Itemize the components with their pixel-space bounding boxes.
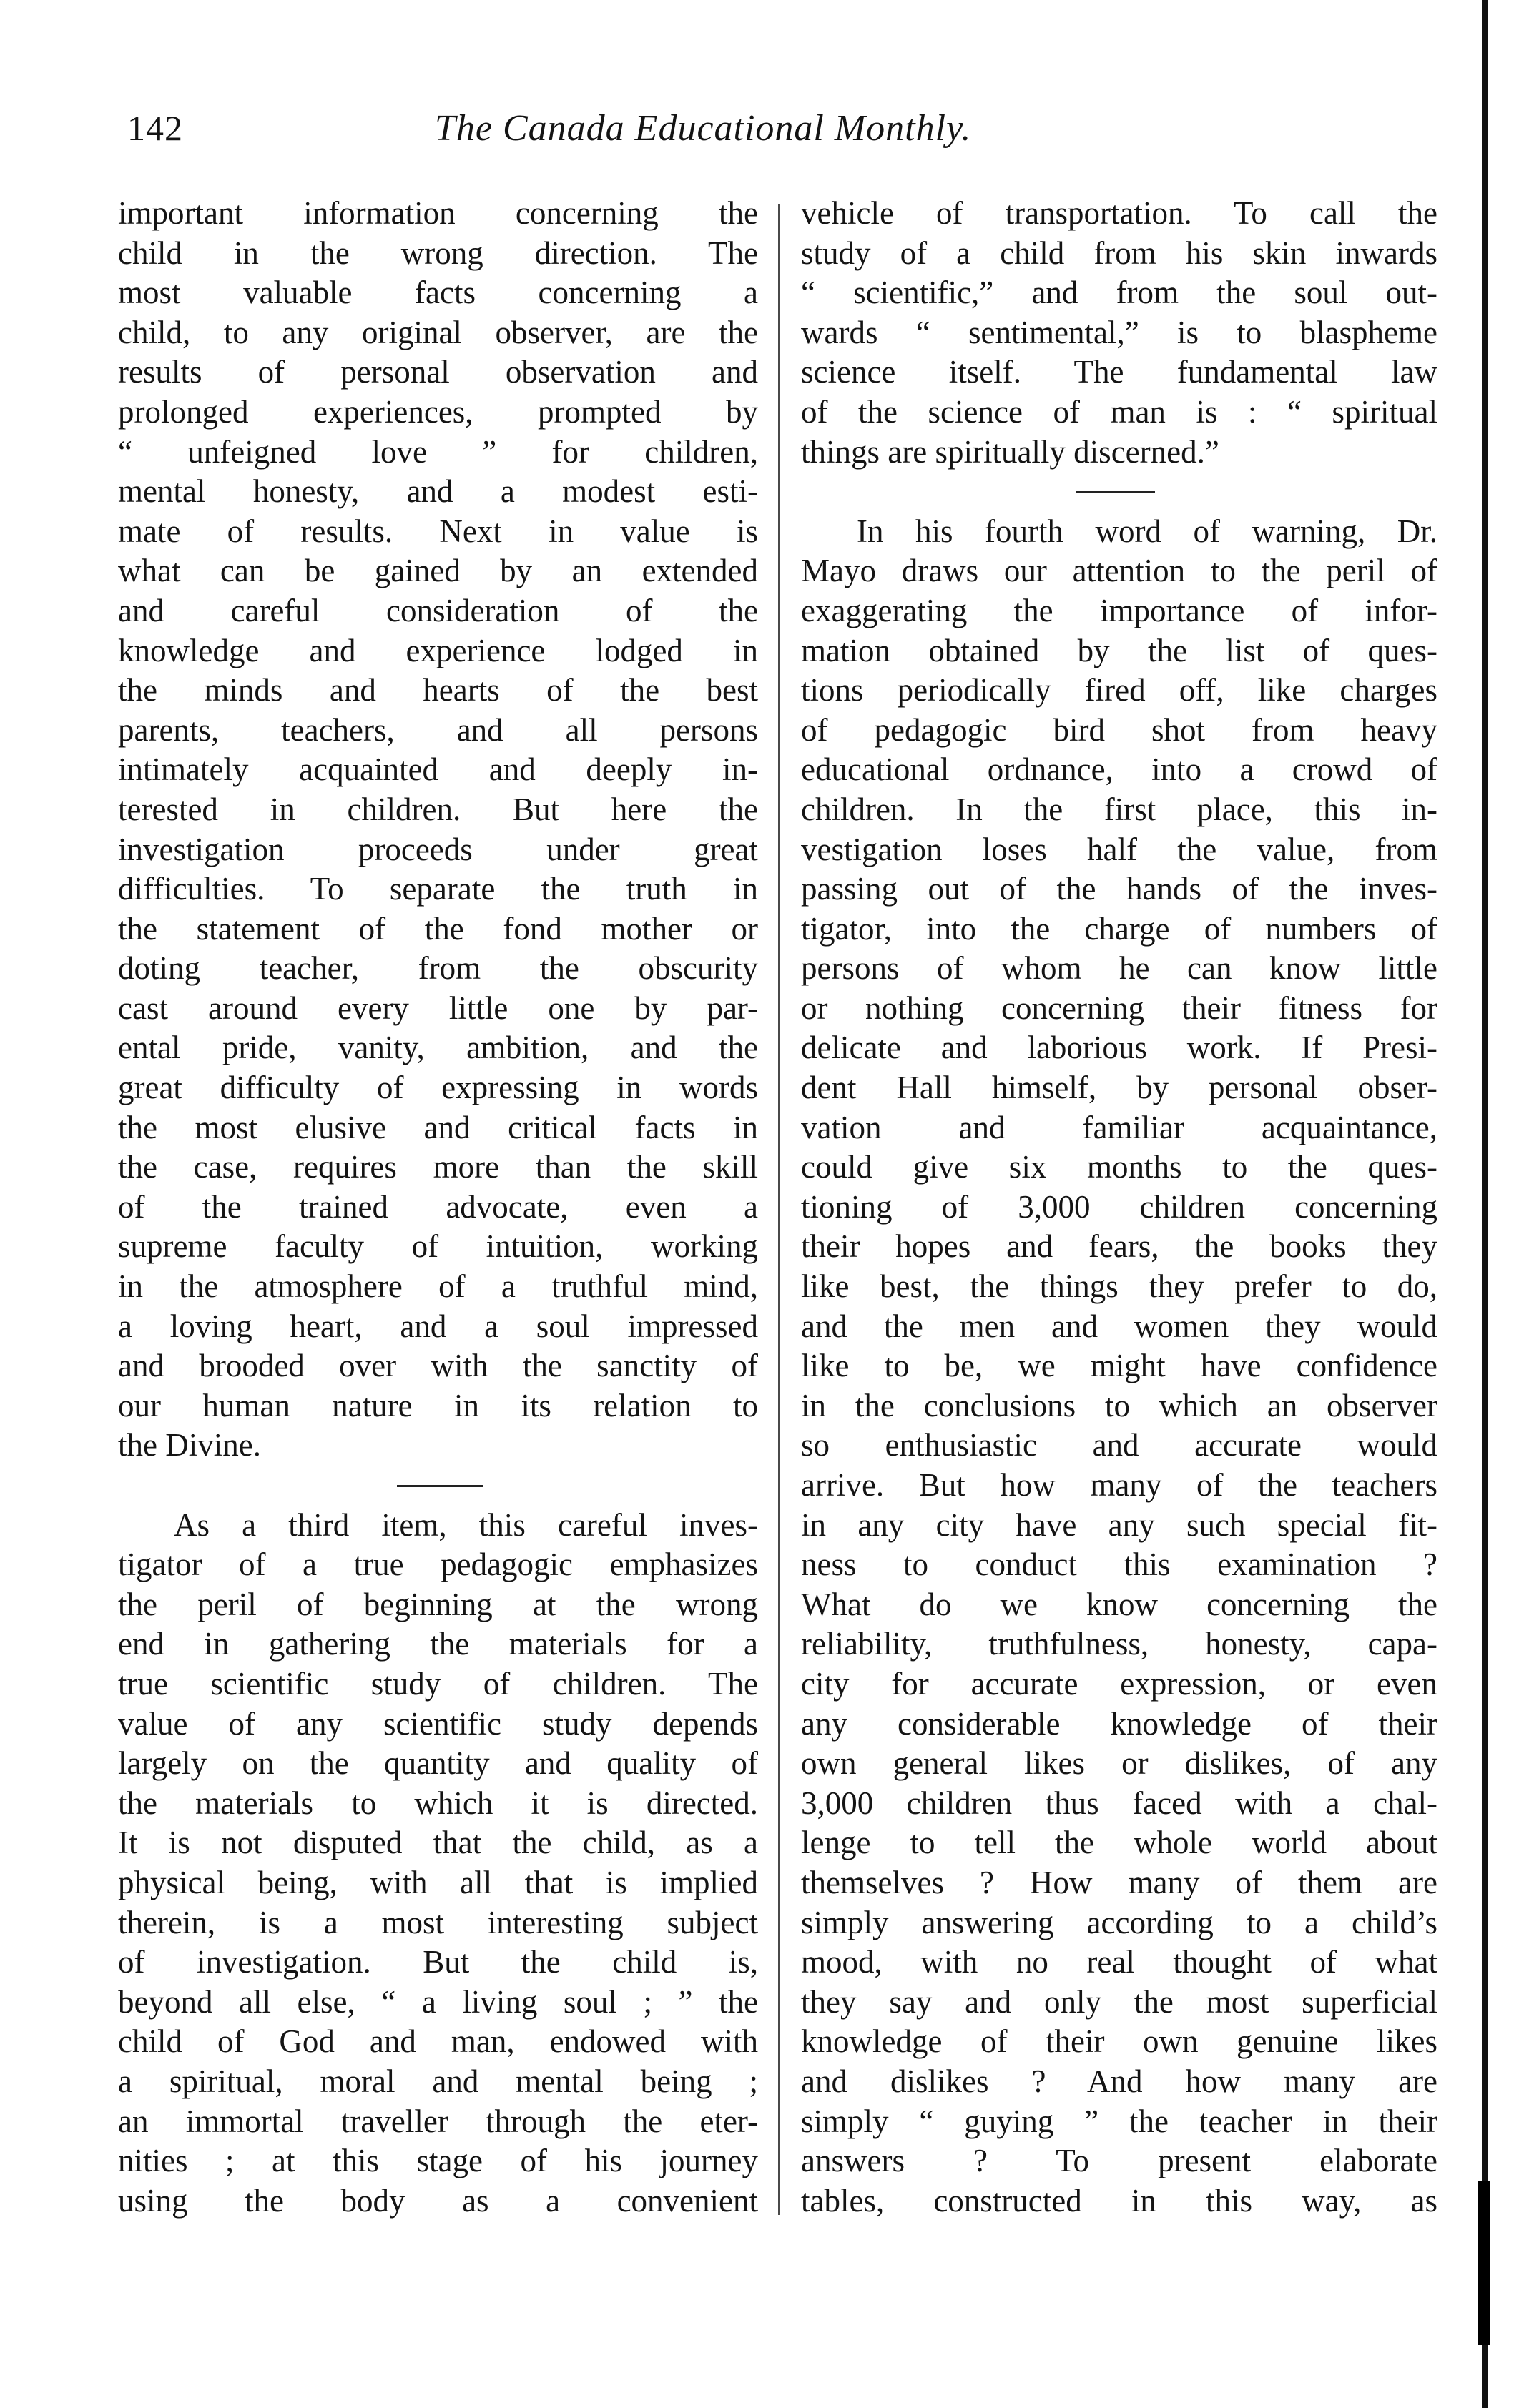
text-line: true scientific study of children. The <box>118 1665 758 1702</box>
text-line: prolonged experiences, prompted by <box>118 393 758 430</box>
text-line: science itself. The fundamental law <box>801 354 1437 390</box>
text-line: city for accurate expression, or even <box>801 1665 1437 1702</box>
text-line: mood, with no real thought of what <box>801 1944 1437 1980</box>
text-line: difficulties. To separate the truth in <box>118 871 758 907</box>
text-line: the Divine. <box>118 1427 261 1464</box>
text-line: most valuable facts concerning a <box>118 275 758 311</box>
right-paragraph-1 <box>801 194 1437 472</box>
text-line: lenge to tell the whole world about <box>801 1825 1437 1861</box>
text-line: doting teacher, from the obscurity <box>118 950 758 987</box>
text-line: mate of results. Next in value is <box>118 513 758 549</box>
text-line: knowledge of their own genuine likes <box>801 2023 1437 2060</box>
text-line: the most elusive and critical facts in <box>118 1109 758 1145</box>
text-line: and the men and women they would <box>801 1308 1437 1344</box>
text-line: educational ordnance, into a crowd of <box>801 751 1437 788</box>
text-line: persons of whom he can know little <box>801 950 1437 987</box>
text-line: simply “ guying ” the teacher in their <box>801 2103 1437 2139</box>
text-line: the materials to which it is directed. <box>118 1785 758 1821</box>
text-line: simply answering according to a child’s <box>801 1904 1437 1940</box>
text-line: results of personal observation and <box>118 354 758 390</box>
text-line: a spiritual, moral and mental being ; <box>118 2063 758 2099</box>
left-paragraph-1 <box>118 194 758 1466</box>
text-line: dent Hall himself, by personal obser- <box>801 1070 1437 1106</box>
text-line: therein, is a most interesting subject <box>118 1904 758 1940</box>
text-line: and careful consideration of the <box>118 592 758 628</box>
text-line: exaggerating the importance of infor- <box>801 592 1437 628</box>
text-line: delicate and laborious work. If Presi- <box>801 1030 1437 1066</box>
text-line: tigator of a true pedagogic emphasizes <box>118 1546 758 1583</box>
text-line: in the atmosphere of a truthful mind, <box>118 1268 758 1305</box>
text-line: themselves ? How many of them are <box>801 1864 1437 1900</box>
text-line: ental pride, vanity, ambition, and the <box>118 1030 758 1066</box>
text-line: Mayo draws our attention to the peril of <box>801 553 1437 589</box>
text-line: the statement of the fond mother or <box>118 910 758 947</box>
left-column <box>118 194 758 2221</box>
text-line: intimately acquainted and deeply in- <box>118 751 758 788</box>
text-line: like best, the things they prefer to do, <box>801 1268 1437 1305</box>
left-paragraph-2 <box>118 1506 758 2221</box>
text-line: a loving heart, and a soul impressed <box>118 1308 758 1344</box>
text-line: what can be gained by an extended <box>118 553 758 589</box>
page-edge-mark <box>1478 2181 1490 2345</box>
text-line: nities ; at this stage of his journey <box>118 2143 758 2179</box>
page-header <box>127 100 1150 157</box>
text-line: 3,000 children thus faced with a chal- <box>801 1785 1437 1821</box>
section-divider <box>801 472 1437 512</box>
text-line: the peril of beginning at the wrong <box>118 1586 758 1622</box>
text-line: beyond all else, “ a living soul ; ” the <box>118 1983 758 2020</box>
page-number: 142 <box>127 108 183 148</box>
text-line: great difficulty of expressing in words <box>118 1070 758 1106</box>
text-line: mation obtained by the list of ques- <box>801 632 1437 668</box>
text-line: like to be, we might have confidence <box>801 1348 1437 1384</box>
text-line: of the trained advocate, even a <box>118 1188 758 1225</box>
text-line: they say and only the most superficial <box>801 1983 1437 2020</box>
text-line: child of God and man, endowed with <box>118 2023 758 2060</box>
text-line: could give six months to the ques- <box>801 1149 1437 1185</box>
text-line: in any city have any such special fit- <box>801 1506 1437 1543</box>
text-line: own general likes or dislikes, of any <box>801 1745 1437 1782</box>
text-line: any considerable knowledge of their <box>801 1705 1437 1742</box>
text-line: parents, teachers, and all persons <box>118 711 758 748</box>
text-line: tables, constructed in this way, as <box>801 2182 1437 2219</box>
text-line: tigator, into the charge of numbers of <box>801 910 1437 947</box>
text-line: It is not disputed that the child, as a <box>118 1825 758 1861</box>
column-separator <box>778 204 780 2215</box>
text-line: our human nature in its relation to <box>118 1387 758 1423</box>
text-line: the minds and hearts of the best <box>118 672 758 709</box>
text-line: wards “ sentimental,” is to blaspheme <box>801 314 1437 350</box>
text-line: mental honesty, and a modest esti- <box>118 473 758 510</box>
page-edge-rule <box>1482 0 1488 2408</box>
text-line: and dislikes ? And how many are <box>801 2063 1437 2099</box>
text-line: so enthusiastic and accurate would <box>801 1427 1437 1464</box>
text-line: of the science of man is : “ spiritual <box>801 393 1437 430</box>
text-line: child in the wrong direction. The <box>118 235 758 271</box>
text-line: “ scientific,” and from the soul out- <box>801 275 1437 311</box>
text-line: What do we know concerning the <box>801 1586 1437 1622</box>
text-line: ness to conduct this examination ? <box>801 1546 1437 1583</box>
text-line: study of a child from his skin inwards <box>801 235 1437 271</box>
text-line: the case, requires more than the skill <box>118 1149 758 1185</box>
text-line: child, to any original observer, are the <box>118 314 758 350</box>
text-line: knowledge and experience lodged in <box>118 632 758 668</box>
text-line: In his fourth word of warning, Dr. <box>857 513 1437 549</box>
text-line: “ unfeigned love ” for children, <box>118 433 758 470</box>
text-line: As a third item, this careful inves- <box>174 1506 758 1543</box>
text-line: an immortal traveller through the eter- <box>118 2103 758 2139</box>
text-line: vestigation loses half the value, from <box>801 831 1437 867</box>
text-line: reliability, truthfulness, honesty, capa- <box>801 1626 1437 1662</box>
text-line: vation and familiar acquaintance, <box>801 1109 1437 1145</box>
text-line: their hopes and fears, the books they <box>801 1228 1437 1265</box>
running-head: The Canada Educational Monthly. <box>435 108 972 149</box>
text-line: or nothing concerning their fitness for <box>801 990 1437 1026</box>
text-line: cast around every little one by par- <box>118 990 758 1026</box>
right-paragraph-2 <box>801 512 1437 2221</box>
text-line: and brooded over with the sanctity of <box>118 1348 758 1384</box>
text-line: important information concerning the <box>118 195 758 231</box>
text-line: terested in children. But here the <box>118 791 758 827</box>
text-line: largely on the quantity and quality of <box>118 1745 758 1782</box>
text-line: children. In the first place, this in- <box>801 791 1437 827</box>
text-line: things are spiritually discerned.” <box>801 433 1219 470</box>
text-line: answers ? To present elaborate <box>801 2143 1437 2179</box>
text-line: end in gathering the materials for a <box>118 1626 758 1662</box>
text-line: passing out of the hands of the inves- <box>801 871 1437 907</box>
right-column <box>801 194 1437 2221</box>
section-divider <box>118 1466 758 1506</box>
text-line: supreme faculty of intuition, working <box>118 1228 758 1265</box>
text-line: in the conclusions to which an observer <box>801 1387 1437 1423</box>
text-line: of pedagogic bird shot from heavy <box>801 711 1437 748</box>
text-line: tions periodically fired off, like charges <box>801 672 1437 709</box>
text-line: investigation proceeds under great <box>118 831 758 867</box>
text-line: tioning of 3,000 children concerning <box>801 1188 1437 1225</box>
text-line: value of any scientific study depends <box>118 1705 758 1742</box>
text-line: of investigation. But the child is, <box>118 1944 758 1980</box>
text-line: physical being, with all that is implied <box>118 1864 758 1900</box>
text-line: arrive. But how many of the teachers <box>801 1467 1437 1503</box>
text-line: using the body as a convenient <box>118 2182 758 2219</box>
text-line: vehicle of transportation. To call the <box>801 195 1437 231</box>
